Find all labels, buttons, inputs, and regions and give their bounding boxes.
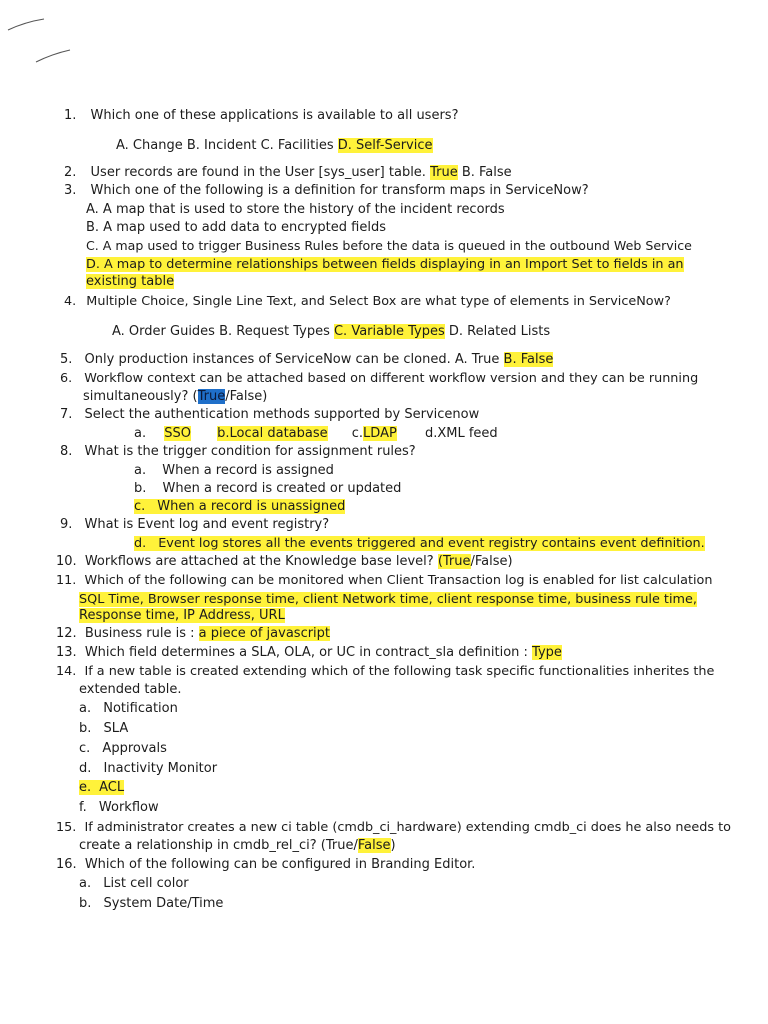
q3-option-d-line2 bbox=[86, 273, 174, 290]
q14-option-e bbox=[79, 779, 124, 796]
option-text: B. False bbox=[457, 165, 512, 180]
q14-option-d bbox=[79, 760, 217, 777]
option-label: b. bbox=[79, 896, 92, 911]
q-number: 10. bbox=[56, 554, 77, 569]
option-label: c. bbox=[134, 499, 146, 514]
q16-option-b bbox=[79, 895, 223, 912]
q-text: /False) bbox=[225, 389, 268, 404]
option-text: System Date/Time bbox=[103, 896, 224, 911]
q-number: 8. bbox=[60, 444, 73, 459]
question-9 bbox=[60, 516, 329, 533]
pen-mark-2 bbox=[36, 50, 70, 62]
question-11 bbox=[56, 572, 712, 589]
highlighted-answer: C. Variable Types bbox=[333, 324, 445, 339]
highlighted-answer: True bbox=[197, 389, 226, 404]
q-text: Which of the following can be monitored when Client Transaction log is enabled for list calculation bbox=[84, 573, 713, 588]
option-label: a. bbox=[79, 876, 92, 891]
q-text: Which field determines a SLA, OLA, or UC in contract_sla definition : bbox=[84, 645, 533, 660]
q6-line2 bbox=[83, 388, 267, 405]
q-text: If administrator creates a new ci table (cmdb_ci_hardware) extending cmdb_ci does he also needs to bbox=[84, 820, 731, 835]
q3-option-b: B. A map used to add data to encrypted fields bbox=[86, 220, 386, 235]
q-text: Workflow context can be attached based on different workflow version and they can be running bbox=[84, 371, 699, 386]
question-2 bbox=[64, 164, 512, 181]
q-text: Which of the following can be configured in Branding Editor. bbox=[84, 857, 476, 872]
q-number: 15. bbox=[56, 820, 77, 835]
q8-option-a bbox=[134, 462, 334, 479]
question-1 bbox=[64, 107, 458, 124]
q14-option-b bbox=[79, 720, 128, 737]
option-label: a. bbox=[134, 463, 147, 478]
option-label: a. bbox=[134, 426, 147, 441]
highlighted-answer: SSO bbox=[164, 426, 191, 441]
q3-option-c: C. A map used to trigger Business Rules before the data is queued in the outbound Web Service bbox=[86, 238, 692, 253]
highlighted-answer: D. Self-Service bbox=[337, 138, 433, 153]
q-text: If a new table is created extending which of the following task specific functionalities inherites the bbox=[84, 664, 715, 679]
q3-option-a: A. A map that is used to store the history of the incident records bbox=[86, 202, 505, 217]
option-label: d. bbox=[79, 761, 92, 776]
q14-option-f bbox=[79, 799, 159, 816]
option-label: c. bbox=[79, 741, 91, 756]
highlighted-answer bbox=[79, 780, 124, 795]
option-text: A. Order Guides B. Request Types bbox=[112, 324, 334, 339]
question-3 bbox=[64, 182, 589, 199]
highlighted-answer: B. False bbox=[503, 352, 554, 367]
option-text: When a record is unassigned bbox=[157, 499, 346, 514]
option-text: D. Related Lists bbox=[444, 324, 551, 339]
question-8 bbox=[60, 443, 416, 460]
q-text: User records are found in the User [sys_user] table. bbox=[90, 165, 431, 180]
q11-answer-line2 bbox=[79, 607, 285, 624]
option-label: a. bbox=[79, 701, 92, 716]
q9-option-d bbox=[134, 535, 705, 552]
highlighted-answer: SQL Time, Browser response time, client Network time, client response time, business rule time, bbox=[79, 592, 697, 607]
q14-option-a bbox=[79, 700, 178, 717]
q-text: What is the trigger condition for assignment rules? bbox=[84, 444, 416, 459]
q-text: /False) bbox=[470, 554, 513, 569]
highlighted-answer: Response time, IP Address, URL bbox=[79, 608, 285, 623]
option-text: When a record is created or updated bbox=[162, 481, 402, 496]
highlighted-answer: False bbox=[357, 838, 391, 853]
q-text: create a relationship in cmdb_rel_ci? (True/ bbox=[79, 838, 358, 853]
pen-mark-1 bbox=[8, 19, 44, 30]
option-label: c. bbox=[351, 426, 364, 441]
q-text: Business rule is : bbox=[84, 626, 199, 641]
question-15 bbox=[56, 819, 731, 836]
highlighted-answer: b.Local database bbox=[217, 426, 328, 441]
question-12 bbox=[56, 625, 330, 642]
option-text: Notification bbox=[103, 701, 178, 716]
option-text: Event log stores all the events triggered and event registry contains event definition. bbox=[158, 536, 705, 551]
question-7 bbox=[60, 406, 479, 423]
q8-option-c bbox=[134, 498, 345, 515]
highlighted-answer: LDAP bbox=[363, 426, 397, 441]
highlighted-answer: D. A map to determine relationships between fields displaying in an Import Set to fields in an bbox=[86, 257, 684, 272]
q-text: ) bbox=[390, 838, 396, 853]
q14-line2: extended table. bbox=[79, 682, 182, 697]
highlighted-answer: (True bbox=[437, 554, 471, 569]
q-number: 12. bbox=[56, 626, 77, 641]
q-number: 14. bbox=[56, 664, 77, 679]
q-text: Select the authentication methods supported by Servicenow bbox=[84, 407, 480, 422]
q-text: Which one of the following is a definition for transform maps in ServiceNow? bbox=[90, 183, 589, 198]
q8-option-b bbox=[134, 480, 401, 497]
highlighted-answer bbox=[134, 536, 705, 551]
q7-options bbox=[134, 425, 498, 442]
q-number: 16. bbox=[56, 857, 77, 872]
q-number: 13. bbox=[56, 645, 77, 660]
option-text: A. Change B. Incident C. Facilities bbox=[116, 138, 338, 153]
q-number: 2. bbox=[64, 165, 77, 180]
q-number: 11. bbox=[56, 573, 77, 588]
q-text: Multiple Choice, Single Line Text, and Select Box are what type of elements in ServiceNow? bbox=[86, 294, 671, 309]
option-text: d.XML feed bbox=[424, 426, 498, 441]
q-text: Workflows are attached at the Knowledge base level? bbox=[84, 554, 438, 569]
option-text: Workflow bbox=[98, 800, 159, 815]
highlighted-answer: Type bbox=[532, 645, 562, 660]
question-13 bbox=[56, 644, 562, 661]
option-text: Inactivity Monitor bbox=[103, 761, 218, 776]
q-number: 9. bbox=[60, 517, 73, 532]
q11-answer-line1 bbox=[79, 591, 697, 608]
option-text: ACL bbox=[99, 780, 125, 795]
q-text: Which one of these applications is available to all users? bbox=[90, 108, 459, 123]
q14-option-c bbox=[79, 740, 167, 757]
question-6 bbox=[60, 370, 698, 387]
question-4 bbox=[64, 293, 671, 310]
question-14 bbox=[56, 663, 714, 680]
question-10 bbox=[56, 553, 513, 570]
option-label: e. bbox=[79, 780, 92, 795]
q-number: 4. bbox=[64, 294, 77, 309]
q3-option-d-line1 bbox=[86, 256, 684, 273]
q-number: 3. bbox=[64, 183, 77, 198]
question-16 bbox=[56, 856, 475, 873]
question-5 bbox=[60, 351, 553, 368]
option-text: SLA bbox=[103, 721, 129, 736]
q-number: 7. bbox=[60, 407, 73, 422]
q4-options bbox=[112, 323, 550, 340]
option-text: When a record is assigned bbox=[162, 463, 334, 478]
q-number: 5. bbox=[60, 352, 73, 367]
option-label: b. bbox=[134, 481, 147, 496]
q-number: 6. bbox=[60, 371, 73, 386]
option-text: Approvals bbox=[102, 741, 167, 756]
option-label: f. bbox=[79, 800, 87, 815]
option-label: d. bbox=[134, 536, 147, 551]
highlighted-answer: existing table bbox=[86, 274, 175, 289]
option-label: b. bbox=[79, 721, 92, 736]
option-text: List cell color bbox=[103, 876, 189, 891]
highlighted-answer: True bbox=[430, 165, 458, 180]
q-text: What is Event log and event registry? bbox=[84, 517, 330, 532]
q1-options bbox=[116, 137, 433, 154]
q-text: Only production instances of ServiceNow can be cloned. A. True bbox=[84, 352, 504, 367]
q-text: simultaneously? ( bbox=[83, 389, 198, 404]
q-number: 1. bbox=[64, 108, 77, 123]
q15-line2 bbox=[79, 837, 396, 854]
highlighted-answer bbox=[134, 499, 345, 514]
q16-option-a bbox=[79, 875, 189, 892]
highlighted-answer: a piece of javascript bbox=[198, 626, 331, 641]
